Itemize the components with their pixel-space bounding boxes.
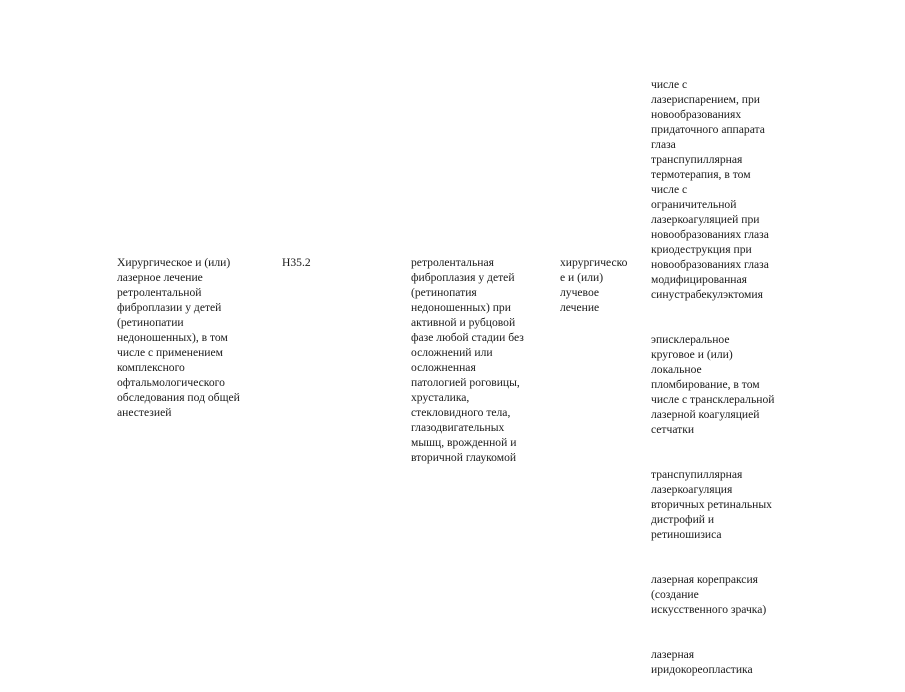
- method-item: эписклеральное круговое и (или) локальное пломбирование, в том числе с трансклеральной лазерной коагуляцией сетчатки: [651, 333, 775, 436]
- treatment-kind-cell: хирургическо е и (или) лучевое лечение: [560, 256, 628, 314]
- method-item: лазерная иридокореопластика: [651, 648, 753, 676]
- icd-code-cell: H35.2: [282, 256, 311, 269]
- patient-model-cell: ретролентальная фиброплазия у детей (ретинопатия недоношенных) при активной и рубцовой фазе любой стадии без осложнений или осложненная патологией роговицы, хрусталика, стекловидного тела, глазодвигательных мышц, врожденной и вторичной глаукомой: [411, 256, 524, 464]
- method-item: транспупиллярная лазеркоагуляция вторичных ретинальных дистрофий и ретиношизиса: [651, 468, 772, 541]
- treatment-name-cell: Хирургическое и (или) лазерное лечение ретролентальной фиброплазии у детей (ретинопатии недоношенных), в том числе с применением комплексного офтальмологического обследования под общей анестезией: [117, 256, 240, 419]
- method-item: числе с лазериспарением, при новообразованиях придаточного аппарата глаза транспупиллярная термотерапия, в том числе с ограничительной лазеркоагуляцией при новообразованиях глаза криодеструкция при новообразованиях глаза модифицированная синустрабекулэктомия: [651, 78, 769, 301]
- treatment-methods-cell: [651, 62, 801, 692]
- method-item: лазерная корепраксия (создание искусственного зрачка): [651, 573, 767, 616]
